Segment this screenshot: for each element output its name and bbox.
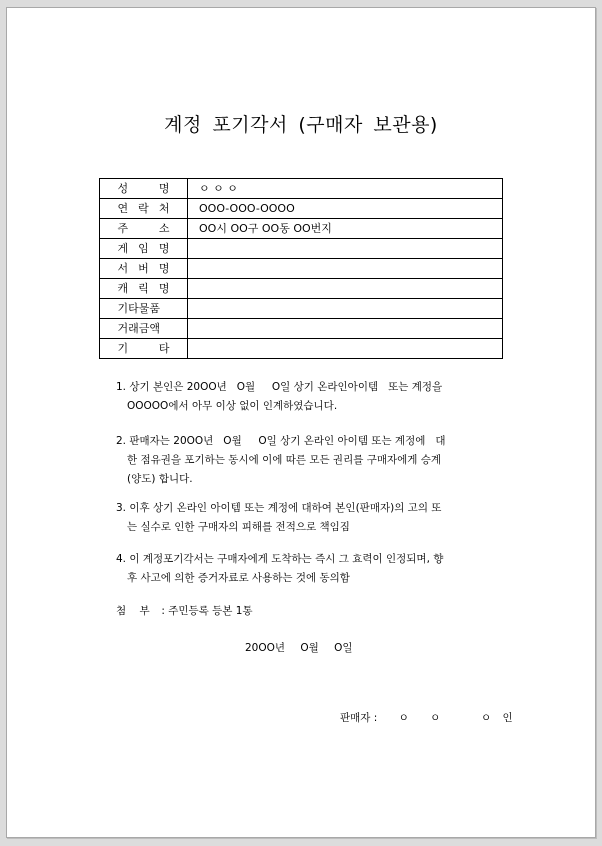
row-label-contact: 연 락 처 — [117, 202, 170, 215]
seller-seal: 인 — [502, 712, 513, 724]
table-row — [100, 179, 503, 199]
table-row — [100, 279, 503, 299]
row-label-amount: 거래금액 — [117, 322, 161, 335]
clause-3: 3. 이후 상기 온라인 아이템 또는 계정에 대하여 본인(판매자)의 고의 또 는 실수로 인한 구매자의 피해를 전적으로 책임짐 — [116, 502, 442, 533]
row-value-character — [188, 279, 503, 299]
document-title: 계정 포기각서 (구매자 보관용) — [164, 114, 438, 136]
row-value-other-items — [188, 299, 503, 319]
date-day: O일 — [334, 642, 353, 654]
row-label-name: 성 명 — [117, 182, 170, 195]
table-row — [100, 199, 503, 219]
date-month: O월 — [300, 642, 319, 654]
row-value-game — [188, 239, 503, 259]
row-value-etc — [188, 339, 503, 359]
row-label-character: 캐 릭 명 — [117, 282, 170, 295]
table-row — [100, 239, 503, 259]
attachment-value: : 주민등록 등본 1통 — [161, 605, 253, 617]
attachment-label: 첨 부 — [116, 605, 150, 617]
seller-name: ㅇ ㅇ ㅇ — [398, 712, 494, 724]
seller-signature — [340, 710, 513, 725]
row-label-address: 주 소 — [117, 222, 170, 235]
row-label-game: 게 임 명 — [117, 242, 170, 255]
attachment-line — [116, 603, 253, 618]
table-row — [100, 299, 503, 319]
document-date — [245, 640, 353, 655]
date-year: 20OO년 — [245, 642, 286, 654]
table-row — [100, 339, 503, 359]
table-row — [100, 219, 503, 239]
row-label-server: 서 버 명 — [117, 262, 170, 275]
clause-2: 2. 판매자는 20OO년 O월 O일 상기 온라인 아이템 또는 계정에 대 한 점유권을 포기하는 동시에 이에 따른 모든 권리를 구매자에게 승계 (양도) 합니다. — [116, 435, 446, 485]
clause-4: 4. 이 계정포기각서는 구매자에게 도착하는 즉시 그 효력이 인정되며, 향 후 사고에 의한 증거자료로 사용하는 것에 동의함 — [116, 553, 444, 584]
row-value-contact: OOO-OOO-OOOO — [188, 199, 503, 219]
table-row — [100, 259, 503, 279]
row-value-name: ㅇ ㅇ ㅇ — [188, 179, 503, 199]
info-table — [99, 178, 503, 359]
clause-1: 1. 상기 본인은 20OO년 O월 O일 상기 온라인아이템 또는 계정을 OOOOO에서 아무 이상 없이 인계하였습니다. — [116, 381, 443, 412]
row-value-address: OO시 OO구 OO동 OO번지 — [188, 219, 503, 239]
table-row — [100, 319, 503, 339]
seller-label: 판매자 : — [340, 712, 378, 724]
row-label-other-items: 기타물품 — [117, 302, 161, 315]
row-value-server — [188, 259, 503, 279]
row-value-amount — [188, 319, 503, 339]
row-label-etc: 기 타 — [117, 342, 170, 355]
